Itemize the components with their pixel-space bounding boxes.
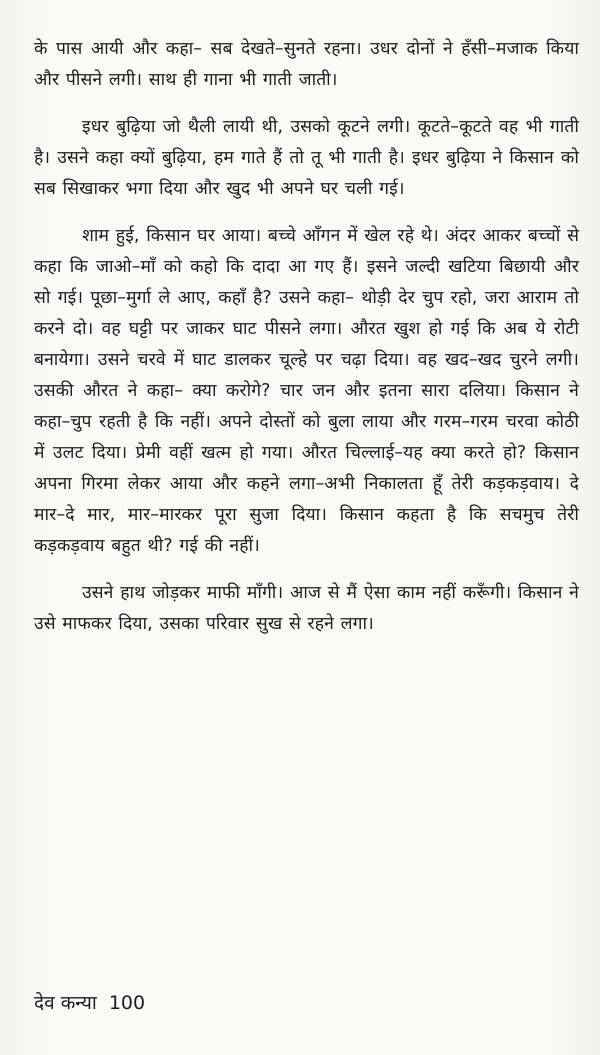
paragraph-1: के पास आयी और कहा– सब देखते–सुनते रहना। उधर दोनों ने हँसी–मजाक किया और पीसने लगी। साथ ही गाना भी गाती जाती। bbox=[34, 39, 579, 90]
paragraph-2: इधर बुढ़िया जो थैली लायी थी, उसको कूटने लगी। कूटते–कूटते वह भी गाती है। उसने कहा क्यों बुढ़िया, हम गाते हैं तो तू भी गाती है। इधर बुढ़िया ने किसान को सब सिखाकर भगा दिया और खुद भी अपने घर चली गई। bbox=[34, 117, 579, 199]
book-title: देव कन्या bbox=[34, 992, 97, 1014]
page-number: 100 bbox=[108, 992, 146, 1014]
paragraph-4: उसने हाथ जोड़कर माफी माँगी। आज से मैं ऐसा काम नहीं करूँगी। किसान ने उसे माफकर दिया, उसका परिवार सुख से रहने लगा। bbox=[34, 583, 579, 634]
story-text bbox=[34, 34, 579, 656]
paragraph-3: शाम हुई, किसान घर आया। बच्चे आँगन में खेल रहे थे। अंदर आकर बच्चों से कहा कि जाओ–माँ को कहो कि दादा आ गए हैं। इसने जल्दी खटिया बिछायी और सो गई। पूछा–मुर्गा ले आए, कहाँ है? उसने कहा– थोड़ी देर चुप रहो, जरा आराम तो करने दो। वह घट्टी पर जाकर घाट पीसने लगा। औरत खुश हो गई कि अब ये रोटी बनायेगा। उसने चरवे में घाट डालकर चूल्हे पर चढ़ा दिया। वह खद–खद चुरने लगी। उसकी औरत ने कहा– क्या करोगे? चार जन और इतना सारा दलिया। किसान ने कहा–चुप रहती है कि नहीं। अपने दोस्तों को बुला लाया और गरम–गरम चरवा कोठी में उलट दिया। प्रेमी वहीं खत्म हो गया। औरत चिल्लाई–यह क्या करते हो? किसान अपना गिरमा लेकर आया और कहने लगा–अभी निकालता हूँ तेरी कड़कड़वाय। दे मार–दे मार, मार–मारकर पूरा सुजा दिया। किसान कहता है कि सचमुच तेरी कड़कड़वाय बहुत थी? गई की नहीं। bbox=[34, 226, 579, 556]
page-footer bbox=[34, 990, 145, 1016]
